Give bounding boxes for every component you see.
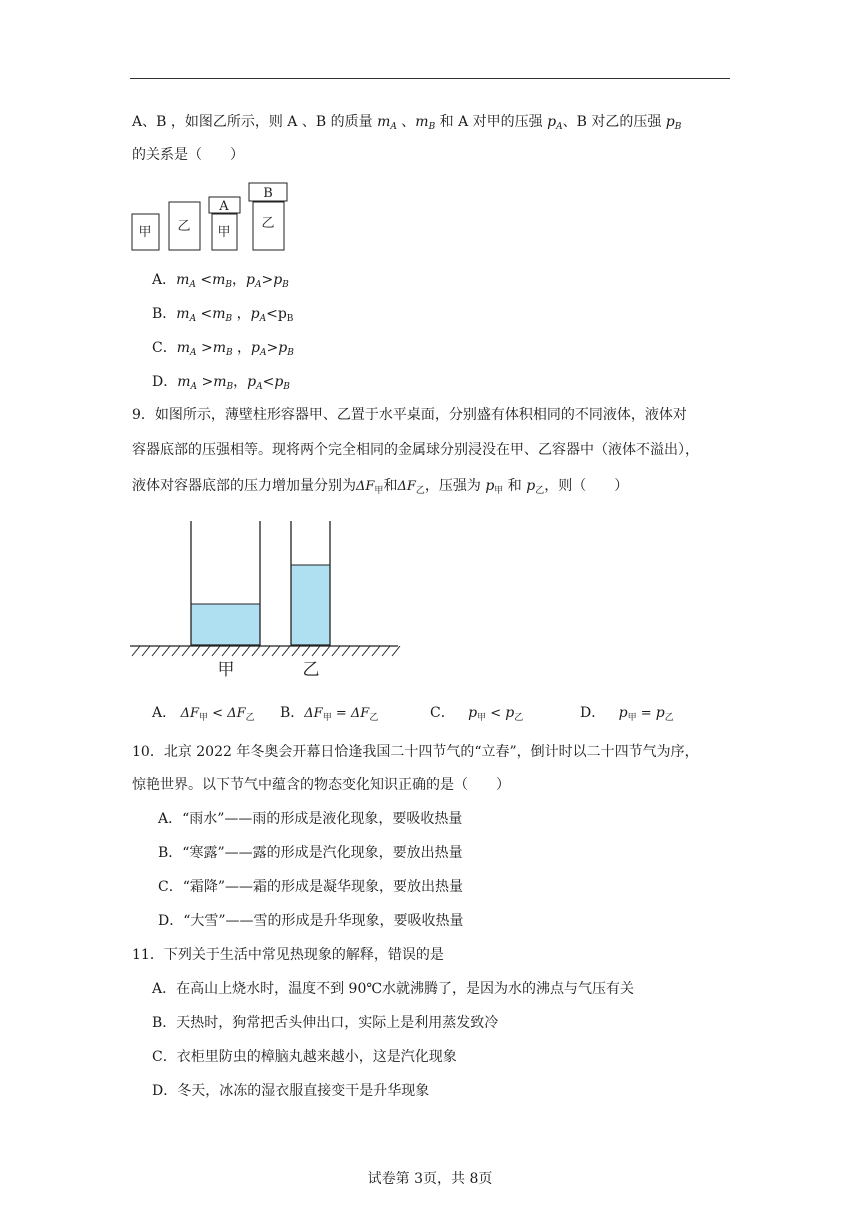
q9-stem-line1: 9．如图所示，薄壁柱形容器甲、乙置于水平桌面，分别盛有体积相同的不同液体，液体对 — [132, 407, 687, 423]
label-container-jia: 甲 — [217, 660, 235, 680]
q10-option-b: B．“寒露”——露的形成是汽化现象，要放出热量 — [158, 845, 463, 861]
q8-blocks-figure — [128, 180, 293, 252]
hatch-stroke — [222, 646, 230, 656]
hatch-stroke — [242, 646, 250, 656]
q11-stem: 11．下列关于生活中常见热现象的解释，错误的是 — [132, 947, 444, 963]
q11-option-b: B．天热时，狗常把舌头伸出口，实际上是利用蒸发致冷 — [152, 1015, 499, 1031]
label-jia-1: 甲 — [138, 225, 152, 240]
liquid-jia — [191, 604, 260, 645]
q9-containers-figure — [128, 518, 403, 683]
q10-option-c: C．“霜降”——霜的形成是凝华现象，要放出热量 — [158, 879, 464, 895]
label-A: A — [219, 199, 229, 214]
hatch-stroke — [182, 646, 190, 656]
label-container-yi: 乙 — [302, 660, 320, 680]
hatch-stroke — [332, 646, 340, 656]
q11-option-d: D．冬天，冰冻的湿衣服直接变干是升华现象 — [152, 1083, 430, 1099]
hatch-stroke — [262, 646, 270, 656]
q8-stem-line2: 的关系是（ ） — [132, 147, 244, 163]
q9-stem-line3: 液体对容器底部的压力增加量分别为$\Delta F_甲$和$\Delta F_乙$，压强为 $p_甲$ 和 $p_乙$，则（ ） — [132, 478, 629, 496]
q8-option-a: A．$m_A <m_B$，$p_A>p_B$ — [152, 272, 289, 290]
q11-option-c: C．衣柜里防虫的樟脑丸越来越小，这是汽化现象 — [152, 1049, 457, 1065]
q10-stem-line2: 惊艳世界。以下节气中蕴含的物态变化知识正确的是（ ） — [132, 777, 510, 793]
hatch-stroke — [362, 646, 370, 656]
label-yi-2: 乙 — [261, 216, 275, 231]
hatch-stroke — [132, 646, 140, 656]
hatch-stroke — [392, 646, 400, 656]
q9-option-d: D． $p_甲 = p_乙$ — [580, 705, 674, 723]
q8-option-b: B．$m_A <m_B$ ，$p_A<p_B$ — [152, 306, 294, 324]
q9-stem-line2: 容器底部的压强相等。现将两个完全相同的金属球分别浸没在甲、乙容器中（液体不溢出）， — [132, 442, 699, 458]
hatch-stroke — [322, 646, 330, 656]
hatch-stroke — [172, 646, 180, 656]
hatch-stroke — [342, 646, 350, 656]
q8-option-c: C．$m_A >m_B$ ，$p_A>p_B$ — [152, 340, 294, 358]
q9-option-c: C． $p_甲 < p_乙$ — [430, 705, 524, 723]
hatch-stroke — [192, 646, 200, 656]
q9-option-b: B．$\Delta F_甲 = \Delta F_乙$ — [280, 705, 379, 723]
q8-stem-line1: A、B ，如图乙所示，则 A 、B 的质量 $m_A$ 、$m_B$ 和 A 对甲的压强 $p_A$、B 对乙的压强 $p_B$ — [132, 114, 682, 132]
label-jia-2: 甲 — [217, 225, 231, 240]
page-footer: 试卷第 3页，共 8页 — [367, 1171, 493, 1187]
label-B: B — [263, 186, 273, 201]
hatch-stroke — [162, 646, 170, 656]
q9-option-a: A． $\Delta F_甲 < \Delta F_乙$ — [152, 705, 255, 723]
hatch-stroke — [282, 646, 290, 656]
hatch-stroke — [352, 646, 360, 656]
q10-option-a: A．“雨水”——雨的形成是液化现象，要吸收热量 — [158, 811, 463, 827]
liquid-yi — [291, 565, 330, 645]
hatch-stroke — [252, 646, 260, 656]
hatch-stroke — [272, 646, 280, 656]
hatch-stroke — [152, 646, 160, 656]
label-yi-1: 乙 — [177, 219, 191, 234]
hatch-stroke — [202, 646, 210, 656]
hatch-stroke — [382, 646, 390, 656]
hatch-stroke — [232, 646, 240, 656]
q10-option-d: D．“大雪”——雪的形成是升华现象，要吸收热量 — [158, 913, 464, 929]
hatch-stroke — [142, 646, 150, 656]
table-hatching — [132, 646, 400, 656]
hatch-stroke — [312, 646, 320, 656]
hatch-stroke — [292, 646, 300, 656]
hatch-stroke — [302, 646, 310, 656]
hatch-stroke — [372, 646, 380, 656]
header-rule — [130, 78, 730, 79]
q10-stem-line1: 10．北京 2022 年冬奥会开幕日恰逢我国二十四节气的“立春”，倒计时以二十四节气为序， — [132, 744, 699, 760]
q11-option-a: A．在高山上烧水时，温度不到 90℃水就沸腾了，是因为水的沸点与气压有关 — [152, 981, 635, 997]
hatch-stroke — [212, 646, 220, 656]
q8-option-d: D．$m_A >m_B$，$p_A<p_B$ — [152, 374, 290, 392]
